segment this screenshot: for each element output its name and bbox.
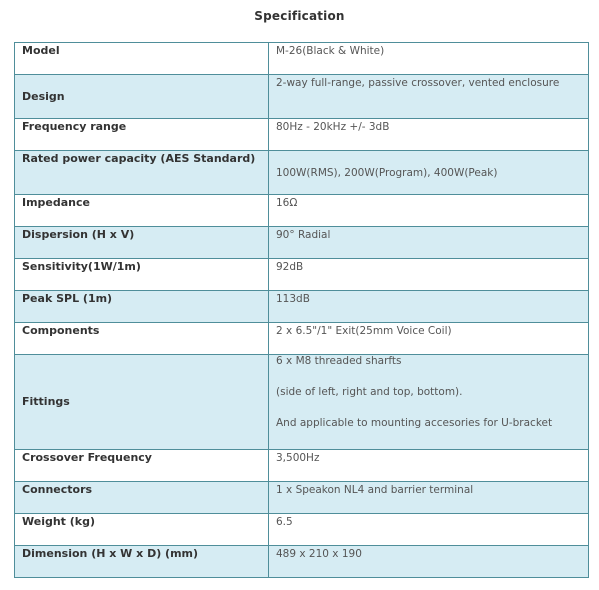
row-value: 2 x 6.5"/1" Exit(25mm Voice Coil) xyxy=(269,323,589,355)
fittings-line: 6 x M8 threaded sharfts xyxy=(276,355,402,367)
row-label: Design xyxy=(15,75,269,119)
fittings-line: And applicable to mounting accesories for U-bracket xyxy=(276,417,553,429)
table-row xyxy=(15,43,589,75)
row-value: M-26(Black & White) xyxy=(269,43,589,75)
table-row xyxy=(15,514,589,546)
row-value: 6.5 xyxy=(269,514,589,546)
spec-title: Specification xyxy=(254,9,345,23)
row-label: Impedance xyxy=(15,195,269,227)
table-row xyxy=(15,151,589,195)
row-value: 1 x Speakon NL4 and barrier terminal xyxy=(269,482,589,514)
row-label: Fittings xyxy=(15,355,269,450)
row-label: Crossover Frequency xyxy=(15,450,269,482)
row-label: Model xyxy=(15,43,269,75)
row-label: Components xyxy=(15,323,269,355)
row-value: 489 x 210 x 190 xyxy=(269,546,589,578)
fittings-line: (side of left, right and top, bottom). xyxy=(276,386,463,398)
table-row xyxy=(15,75,589,119)
row-label: Dimension (H x W x D) (mm) xyxy=(15,546,269,578)
row-label: Weight (kg) xyxy=(15,514,269,546)
table-row xyxy=(15,546,589,578)
table-row xyxy=(15,482,589,514)
table-row xyxy=(15,450,589,482)
table-row xyxy=(15,291,589,323)
row-value: 100W(RMS), 200W(Program), 400W(Peak) xyxy=(269,151,589,195)
row-label: Connectors xyxy=(15,482,269,514)
table-row xyxy=(15,119,589,151)
table-row xyxy=(15,259,589,291)
table-row xyxy=(15,355,589,450)
row-value: 90° Radial xyxy=(269,227,589,259)
row-value xyxy=(269,355,589,450)
row-value: 80Hz - 20kHz +/- 3dB xyxy=(269,119,589,151)
row-label: Dispersion (H x V) xyxy=(15,227,269,259)
row-label: Sensitivity(1W/1m) xyxy=(15,259,269,291)
spec-table xyxy=(14,42,589,578)
row-label: Frequency range xyxy=(15,119,269,151)
row-label: Rated power capacity (AES Standard) xyxy=(15,151,269,195)
row-value: 3,500Hz xyxy=(269,450,589,482)
row-label: Peak SPL (1m) xyxy=(15,291,269,323)
row-value: 2-way full-range, passive crossover, vented enclosure xyxy=(269,75,589,119)
table-row xyxy=(15,227,589,259)
table-row xyxy=(15,195,589,227)
row-value: 16Ω xyxy=(269,195,589,227)
row-value: 92dB xyxy=(269,259,589,291)
table-row xyxy=(15,323,589,355)
row-value: 113dB xyxy=(269,291,589,323)
